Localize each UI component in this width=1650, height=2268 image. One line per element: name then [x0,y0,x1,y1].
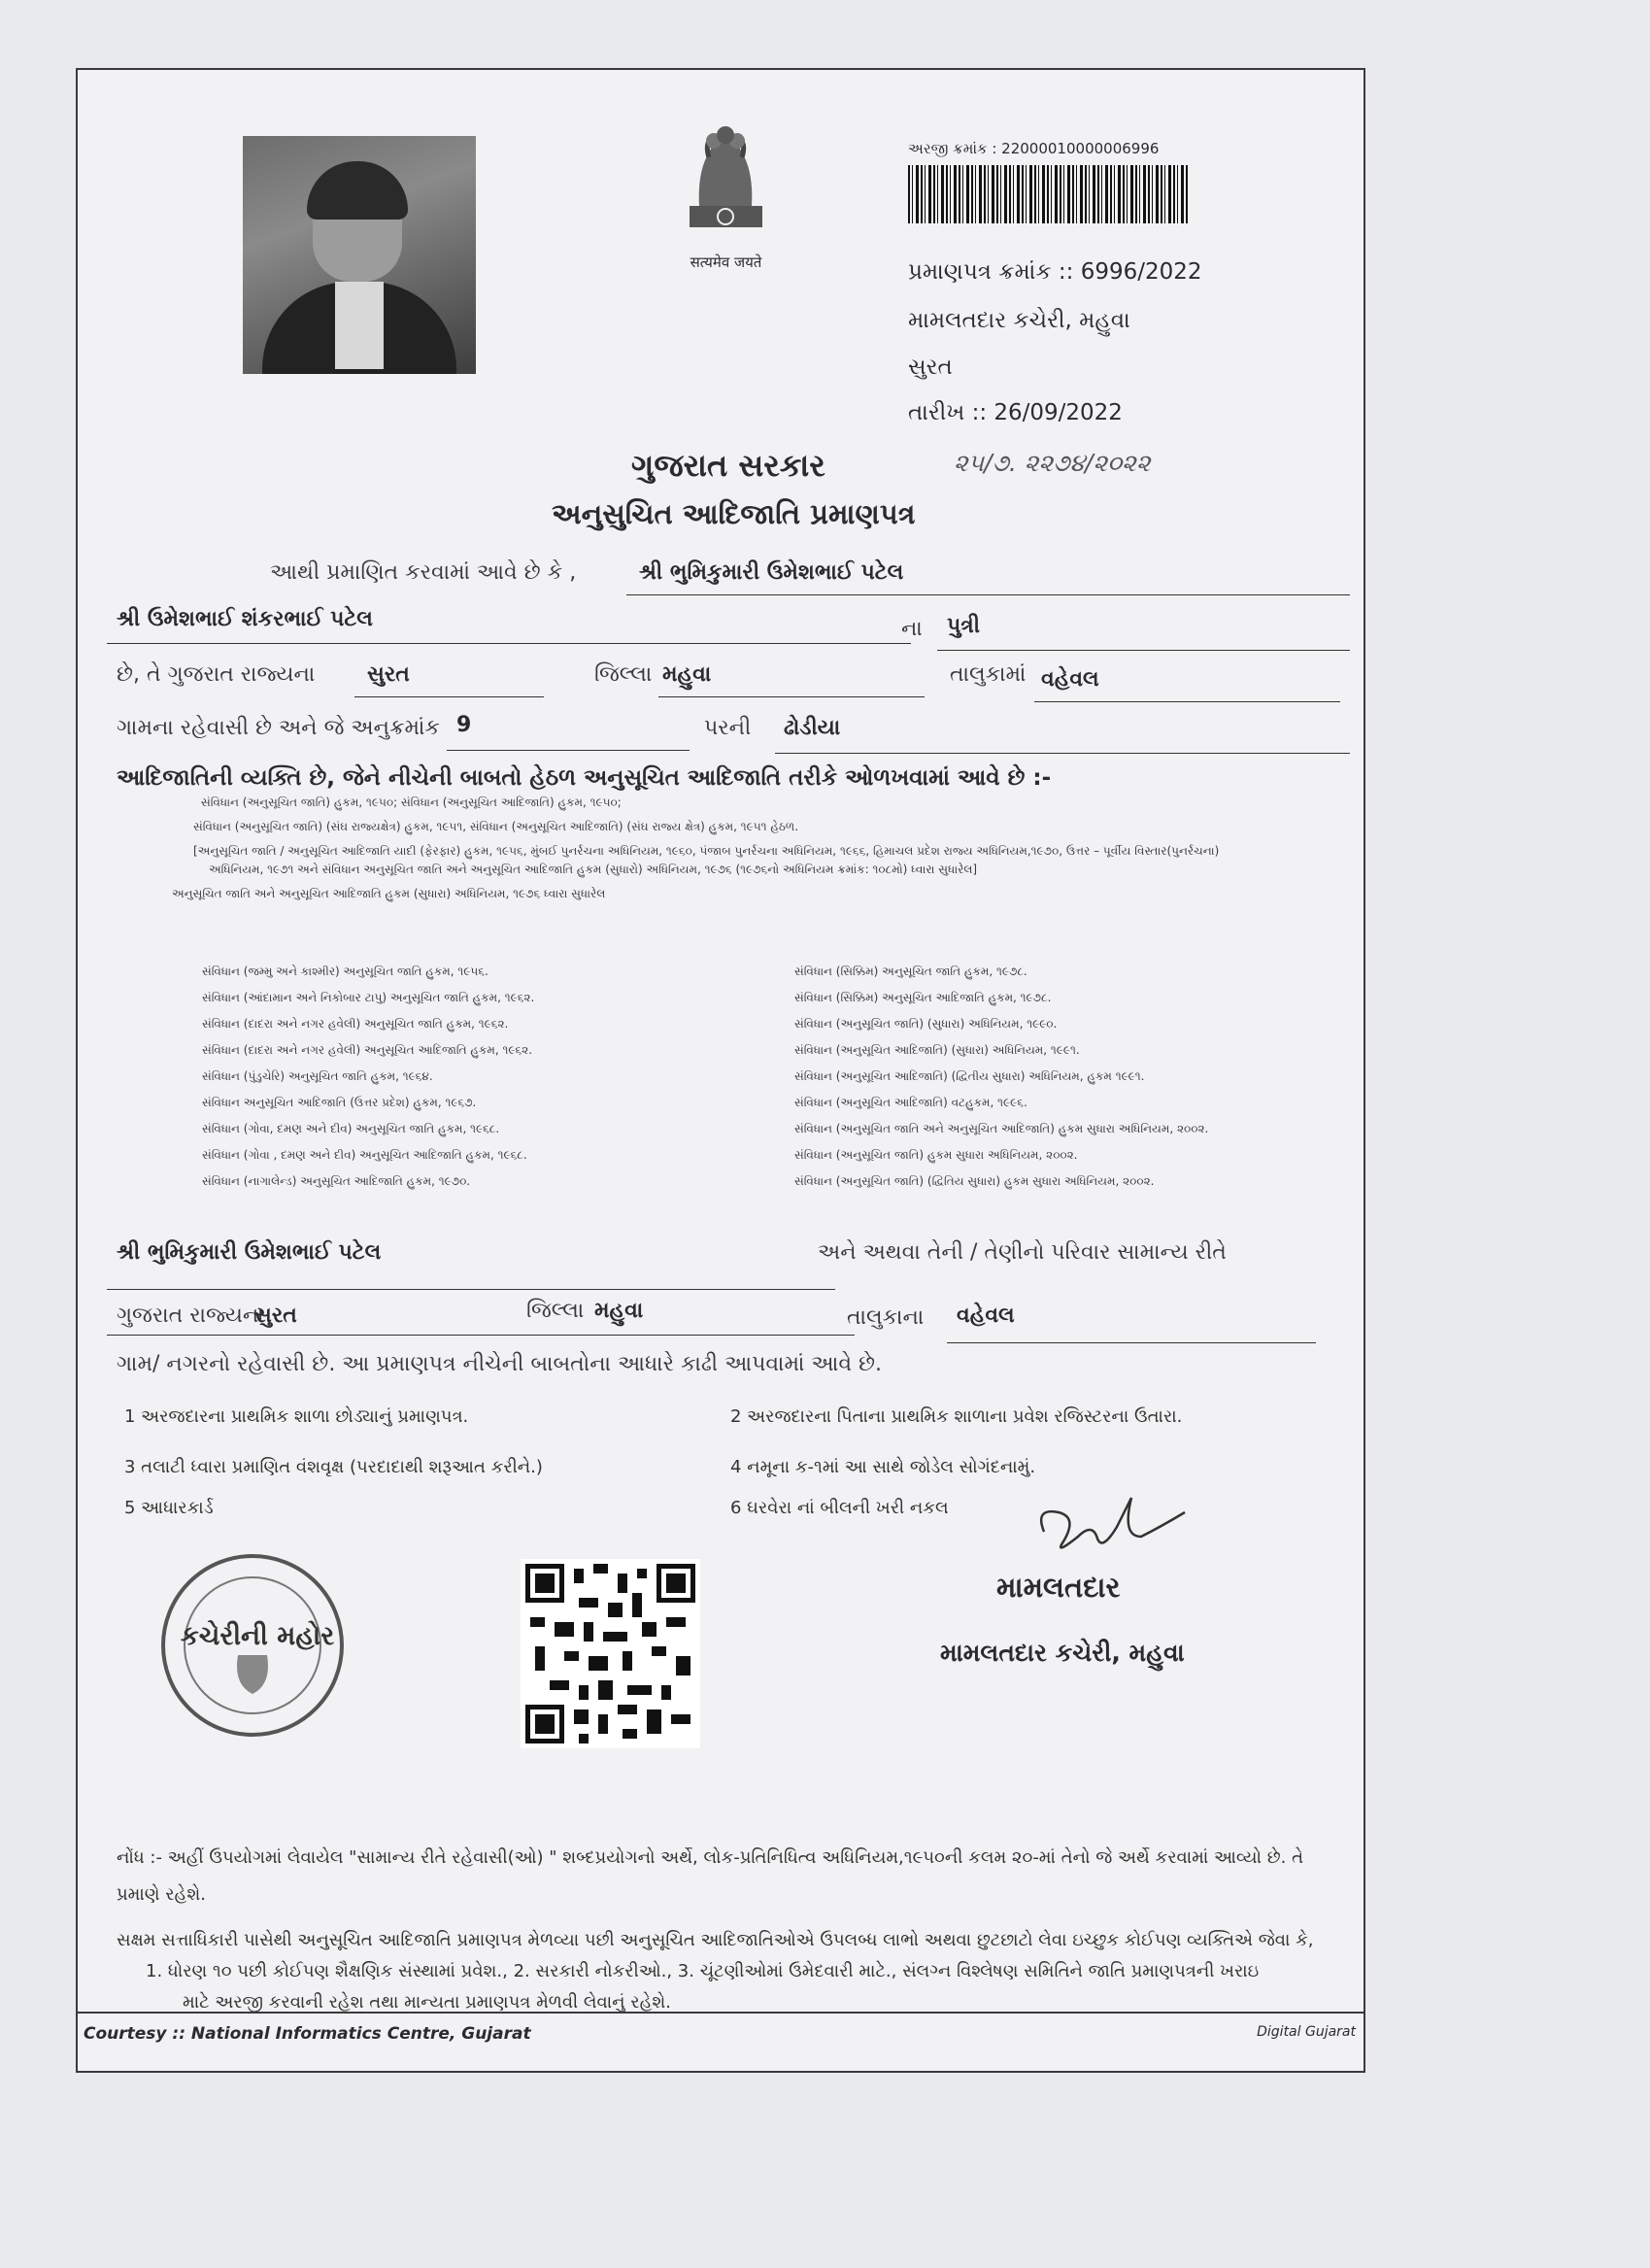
family-label: અને અથવા તેની / તેણીનો પરિવાર સામાન્ય રીતે [818,1240,1227,1265]
district2-value: મહુવા [594,1299,644,1323]
order-item: સંવિધાન (જમ્મુ અને કાશ્મીર) અનુસૂચિત જાતિ હુકમ, ૧૯૫૬. [202,965,488,978]
order-item: સંવિધાન (પુંડુચેરિ) અનુસૂચિત જાતિ હુકમ, ૧૯૬૪. [202,1069,433,1083]
document-item: 4 નમૂના ક-૧માં આ સાથે જોડેલ સોગંદનામું. [730,1457,1036,1477]
footer-courtesy: Courtesy :: National Informatics Centre, Gujarat [84,2024,531,2044]
certificate-sheet [76,68,1365,2073]
order-item: સંવિધાન (આંદામાન અને નિકોબાર ટાપુ) અનુસૂચિત જાતિ હુકમ, ૧૯૬૨. [202,991,535,1004]
national-emblem-icon [670,114,782,240]
office-seal [155,1548,350,1743]
page-title: ગુજરાત સરકાર [631,447,825,484]
order-line: સંવિધાન (અનુસૂચિત જાતિ) (સંઘ રાજ્યક્ષેત્ર) હુકમ, ૧૯૫૧, સંવિધાન (અનુસૂચિત આદિજાતિ) (સંઘ રાજ્ય ક્ષેત્ર) હુકમ, ૧૯૫૧ હેઠળ. [193,820,799,833]
applicant-photo [243,136,476,374]
taluka2-value: વહેવલ [957,1303,1015,1328]
certificate-number: પ્રમાણપત્ર ક્રમાંક :: 6996/2022 [908,259,1202,285]
order-item: સંવિધાન (ગોવા, દમણ અને દીવ) અનુસૂચિત જાતિ હુકમ, ૧૯૬૮. [202,1122,500,1135]
orders-left-list [202,959,746,1195]
order-item: સંવિધાન (સિક્કિમ) અનુસૂચિત આદિજાતિ હુકમ, ૧૯૭૮. [794,991,1052,1004]
officer-office: મામલતદાર કચેરી, મહુવા [940,1639,1185,1667]
order-item: સંવિધાન (અનુસૂચિત આદિજાતિ) (સુધારા) અધિનિયમ, ૧૯૯૧. [794,1043,1080,1057]
officer-signature-icon [1025,1478,1190,1566]
tribe-name: ઢોડીયા [784,716,841,740]
issuing-district: સુરત [908,355,953,380]
order-item: સંવિધાન (નાગાલેન્ડ) અનુસૂચિત આદિજાતિ હુકમ, ૧૯૭૦. [202,1174,471,1188]
father-name: શ્રી ઉમેશભાઈ શંકરભાઈ પટેલ [117,607,373,631]
seal-text: કચેરીની મહોર [180,1621,335,1651]
taluka-value: વહેવલ [1041,667,1099,692]
district-label: જિલ્લા [594,662,653,687]
orders-right-list [794,959,1348,1195]
tribe-statement: આદિજાતિની વ્યક્તિ છે, જેને નીચેની બાબતો હેઠળ અનુસૂચિત આદિજાતિ તરીકે ઓળખવામાં આવે છે :- [117,765,1052,791]
order-item: સંવિધાન (અનુસૂચિત જાતિ અને અનુસૂચિત આદિજાતિ) હુકમ સુધારા અધિનિયમ, ૨૦૦૨. [794,1122,1209,1135]
order-line: સંવિધાન (અનુસૂચિત જાતિ) હુકમ, ૧૯૫૦; સંવિધાન (અનુસૂચિત આદિજાતિ) હુકમ, ૧૯૫૦; [201,795,622,809]
serial-number: 9 [456,713,472,737]
note-section [117,1840,1350,1913]
order-item: સંવિધાન (સિક્કિમ) અનુસૂચિત જાતિ હુકમ, ૧૯૭૮. [794,965,1027,978]
application-number: અરજી ક્રમાંક : 22000010000006996 [908,140,1160,157]
order-item: સંવિધાન (દાદરા અને નગર હવેલી) અનુસૂચિત આદિજાતિ હુકમ, ૧૯૬૨. [202,1043,533,1057]
document-item: 2 અરજદારના પિતાના પ્રાથમિક શાળાના પ્રવેશ રજિસ્ટરના ઉતારા. [730,1406,1183,1427]
instruction-line: 1. ધોરણ ૧૦ પછી કોઈપણ શૈક્ષણિક સંસ્થામાં પ્રવેશ., 2. સરકારી નોકરીઓ., 3. ચૂંટણીઓમાં ઉમેદવારી માટે., સંલગ્ન વિશ્લેષણ સમિતિને જાતિ પ્રમાણપત્રની ખરાઇ [146,1961,1260,1981]
order-item: સંવિધાન (અનુસૂચિત આદિજાતિ) વટહુકમ, ૧૯૯૬. [794,1096,1027,1109]
taluka-label: તાલુકામાં [950,662,1027,687]
document-item: 5 આધારકાર્ડ [124,1498,214,1518]
barcode [908,165,1190,223]
state2-label: ગુજરાત રાજ્યના [117,1303,264,1328]
parni-label: પરની [704,716,752,740]
resident-statement: ગામ/ નગરનો રહેવાસી છે. આ પ્રમાણપત્ર નીચેની બાબતોના આધારે કાઢી આપવામાં આવે છે. [117,1352,883,1376]
certify-label: આથી પ્રમાણિત કરવામાં આવે છે કે , [270,560,577,585]
order-item: સંવિધાન (દાદરા અને નગર હવેલી) અનુસૂચિત જાતિ હુકમ, ૧૯૬૨. [202,1017,509,1031]
orders-top-list [172,794,1347,903]
order-item: સંવિધાન (અનુસૂચિત જાતિ) હુકમ સુધારા અધિનિયમ, ૨૦૦૨. [794,1148,1078,1162]
applicant-name-repeat: શ્રી ભુમિકુમારી ઉમેશભાઈ પટેલ [117,1240,382,1265]
applicant-name: શ્રી ભુમિકુમારી ઉમેશભાઈ પટેલ [639,560,904,585]
residence-district: સુરત [367,662,410,687]
district2-label: જિલ્લા [526,1299,585,1323]
district-value: મહુવા [662,662,712,687]
village-label: ગામના રહેવાસી છે અને જે અનુક્રમાંક [117,716,440,740]
order-item: સંવિધાન (અનુસૂચિત આદિજાતિ) (દ્વિતીય સુધારા) અધિનિયમ, હુકમ ૧૯૯૧. [794,1069,1145,1083]
order-item: સંવિધાન (અનુસૂચિત જાતિ) (દ્વિતિય સુધારા) હુકમ સુધારા અધિનિયમ, ૨૦૦૨. [794,1174,1155,1188]
issuing-office: મામલતદાર કચેરી, મહુવા [908,308,1130,333]
emblem-motto: सत्यमेव जयते [690,254,762,271]
qr-code-icon [521,1559,700,1748]
handwritten-note: ૨૫/૭. ૨૨૭૪/૨૦૨૨ [954,449,1151,477]
officer-title: મામલતદાર [996,1571,1121,1604]
na-label: ના [901,617,923,641]
instruction-line: સક્ષમ સત્તાધિકારી પાસેથી અનુસૂચિત આદિજાતિ પ્રમાણપત્ર મેળવ્યા પછી અનુસૂચિત આદિજાતિઓએ ઉપલબ્ધ લાભો અથવા છુટછાટો લેવા ઇચ્છુક કોઈપણ વ્યક્તિએ જેવા કે, [117,1930,1314,1950]
note-line: નોંધ :- અહીં ઉપયોગમાં લેવાયેલ "સામાન્ય રીતે રહેવાસી(ઓ) " શબ્દપ્રયોગનો અર્થે, લોક-પ્રતિનિધિત્વ અધિનિયમ,૧૯૫૦ની કલમ ૨૦-માં તેનો જે અર્થે કરવામાં આવ્યો છે. તે [117,1847,1304,1868]
document-item: 3 તલાટી ધ્વારા પ્રમાણિત વંશવૃક્ષ (પરદાદાથી શરૂઆત કરીને.) [124,1457,543,1477]
issue-date: તારીખ :: 26/09/2022 [908,400,1123,425]
footer-brand: Digital Gujarat [1257,2024,1356,2040]
certificate-title: અનુસુચિત આદિજાતિ પ્રમાણપત્ર [552,497,916,530]
note-line: પ્રમાણે રહેશે. [117,1884,206,1905]
state-label: છે, તે ગુજરાત રાજ્યના [117,662,316,687]
document-item: 6 ઘરવેરા નાં બીલની ખરી નકલ [730,1498,949,1518]
instruction-line: માટે અરજી કરવાની રહેશ તથા માન્યતા પ્રમાણપત્ર મેળવી લેવાનું રહેશે. [183,1992,671,2013]
order-line: [અનુસૂચિત જાતિ / અનુસૂચિત આદિજાતિ યાદી (ફેરફાર) હુકમ, ૧૯૫૬, મુંબઈ પુનર્રચના અધિનિયમ, ૧૯૬૦, પંજાબ પુનર્રચના અધિનિયમ, ૧૯૬૬, હિમાચલ પ્રદેશ રાજ્ય અધિનિયમ,૧૯૭૦, ઉત્તર – પૂર્વીય વિસ્તાર(પુનર્રચના) [193,844,1220,858]
state2-district: સુરત [254,1303,297,1328]
document-item: 1 અરજદારના પ્રાથમિક શાળા છોડ્યાનું પ્રમાણપત્ર. [124,1406,469,1427]
taluka2-label: તાલુકાના [847,1305,925,1330]
order-item: સંવિધાન (અનુસૂચિત જાતિ) (સુધારા) અધિનિયમ, ૧૯૯૦. [794,1017,1058,1031]
order-line: અધિનિયમ, ૧૯૭૧ અને સંવિધાન અનુસૂચિત જાતિ અને અનુસૂચિત આદિજાતિ હુકમ (સુધારો) અધિનિયમ, ૧૯૭૬ (૧૯૭૬નો અધિનિયમ ક્રમાંક: ૧૦૮મો) ધ્વારા સુધારેલ] [209,863,978,876]
order-item: સંવિધાન (ગોવા , દમણ અને દીવ) અનુસૂચિત આદિજાતિ હુકમ, ૧૯૬૮. [202,1148,527,1162]
order-line: અનુસૂચિત જાતિ અને અનુસૂચિત આદિજાતિ હુકમ (સુધારા) અધિનિયમ, ૧૯૭૬ ધ્વારા સુધારેલ [172,887,606,900]
instructions-section [117,1925,1350,2018]
relation: પુત્રી [947,614,981,638]
order-item: સંવિધાન અનુસૂચિત આદિજાતિ (ઉત્તર પ્રદેશ) હુકમ, ૧૯૬૭. [202,1096,477,1109]
